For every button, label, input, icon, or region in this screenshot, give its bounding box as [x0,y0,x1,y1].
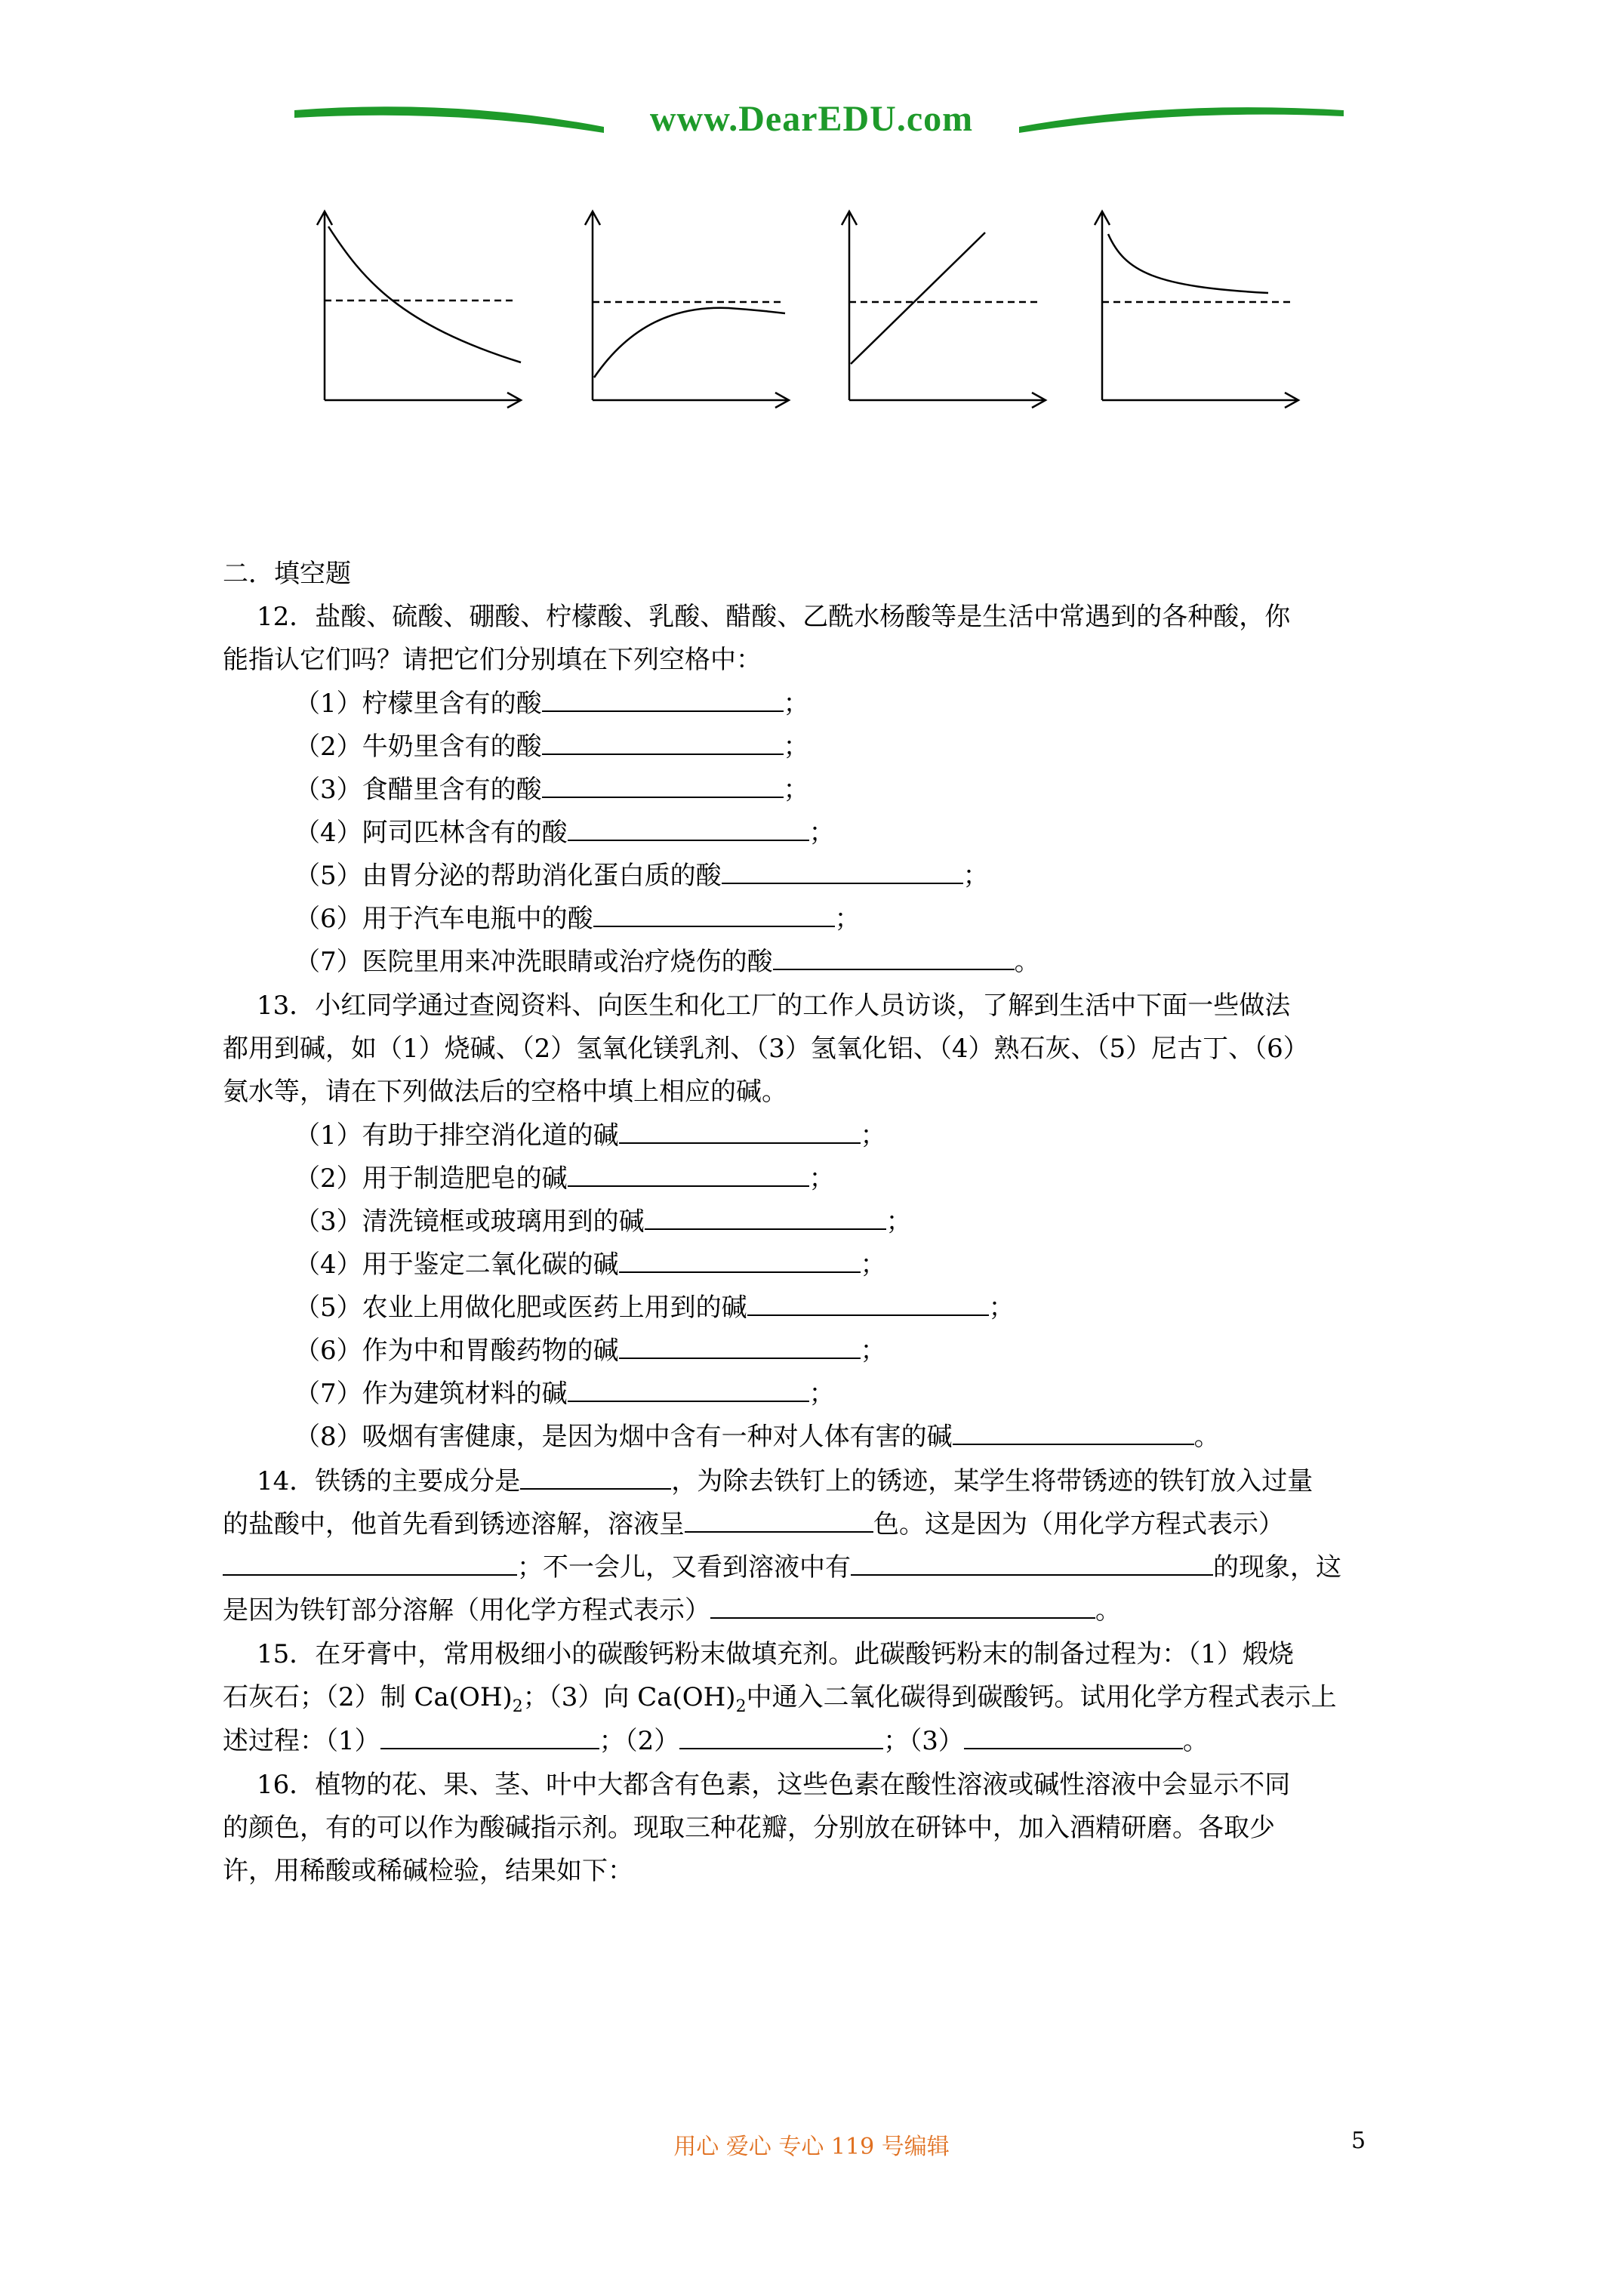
q16-line-1: 16．植物的花、果、茎、叶中大都含有色素，这些色素在酸性溶液或碱性溶液中会显示不同 [257,1770,1291,1800]
graph-figures [287,189,1344,430]
q13-item-4: （4）用于鉴定二氧化碳的碱 ； [294,1250,886,1280]
q13-intro-1: 13．小红同学通过查阅资料、向医生和化工厂的工作人员访谈，了解到生活中下面一些做法 [257,991,1291,1021]
answer-blank[interactable] [747,1292,989,1316]
answer-blank[interactable] [619,1120,861,1144]
answer-blank[interactable] [380,1725,599,1749]
q13-item-3: （3）清洗镜框或玻璃用到的碱 ； [294,1207,912,1237]
q13-item-6: （6）作为中和胃酸药物的碱 ； [294,1336,886,1366]
answer-blank[interactable] [619,1335,861,1359]
q13-intro-3: 氨水等，请在下列做法后的空格中填上相应的碱。 [223,1077,787,1107]
q12-item-2: （2）牛奶里含有的酸 ； [294,732,809,762]
answer-blank[interactable] [722,860,963,884]
q12-item-6: （6）用于汽车电瓶中的酸 ； [294,904,861,934]
q13-item-8: （8）吸烟有害健康，是因为烟中含有一种对人体有害的碱 。 [294,1422,1220,1452]
answer-blank[interactable] [593,903,835,927]
q13-item-5: （5）农业上用做化肥或医药上用到的碱 ； [294,1293,1015,1323]
answer-blank[interactable] [542,774,784,798]
answer-blank[interactable] [542,688,784,712]
q12-item-7: （7）医院里用来冲洗眼睛或治疗烧伤的酸 。 [294,947,1040,977]
answer-blank[interactable] [520,1465,671,1490]
answer-blank[interactable] [619,1249,861,1273]
q12-item-5: （5）由胃分泌的帮助消化蛋白质的酸 ； [294,861,989,891]
graph-c [842,211,1046,408]
answer-blank[interactable] [679,1725,883,1749]
site-logo-text: www.DearEDU.com [649,99,974,139]
q16-line-2: 的颜色，有的可以作为酸碱指示剂。现取三种花瓣，分别放在研钵中，加入酒精研磨。各取少 [223,1813,1275,1843]
answer-blank[interactable] [710,1595,1095,1619]
q13-item-1: （1）有助于排空消化道的碱 ； [294,1120,886,1151]
q16-line-3: 许，用稀酸或稀碱检验，结果如下： [223,1856,633,1886]
answer-blank[interactable] [953,1421,1194,1445]
q13-item-7: （7）作为建筑材料的碱 ； [294,1379,835,1409]
q13-item-2: （2）用于制造肥皂的碱 ； [294,1163,835,1194]
q15-line-1: 15．在牙膏中，常用极细小的碳酸钙粉末做填充剂。此碳酸钙粉末的制备过程为：（1）煅烧 [257,1639,1294,1669]
q15-line-3: 述过程：（1） ；（2） ；（3） 。 [223,1726,1209,1756]
q12-item-1: （1）柠檬里含有的酸 ； [294,689,809,719]
graph-d [1095,211,1298,408]
answer-blank[interactable] [964,1725,1183,1749]
answer-blank[interactable] [645,1206,886,1230]
answer-blank[interactable] [568,1378,809,1402]
page-number: 5 [1351,2128,1366,2154]
answer-blank[interactable] [223,1552,517,1576]
answer-blank[interactable] [542,731,784,755]
q14-line-2: 的盐酸中，他首先看到锈迹溶解，溶液呈 色。这是因为（用化学方程式表示） [223,1509,1284,1539]
q12-intro-1: 12．盐酸、硫酸、硼酸、柠檬酸、乳酸、醋酸、乙酰水杨酸等是生活中常遇到的各种酸，你 [257,602,1291,632]
q12-item-4: （4）阿司匹林含有的酸 ； [294,818,835,848]
q13-intro-2: 都用到碱，如（1）烧碱、（2）氢氧化镁乳剂、（3）氢氧化铝、（4）熟石灰、（5）尼古丁、（6） [223,1034,1309,1064]
q15-line-2: 石灰石；（2）制 $Ca(OH)_2$；（3）向 $Ca(OH)_2$中通入二氧化碳得到碳酸钙。试用化学方程式表示上 [223,1682,1337,1716]
q12-intro-2: 能指认它们吗？请把它们分别填在下列空格中： [223,645,762,675]
graph-set [287,189,1344,430]
answer-blank[interactable] [685,1509,873,1533]
answer-blank[interactable] [568,1163,809,1187]
answer-blank[interactable] [568,817,809,841]
header-banner [0,83,1623,166]
footer-text: 用心 爱心 专心 119 号编辑 [673,2134,950,2160]
section-title: 二．填空题 [223,559,351,589]
q14-line-1: 14．铁锈的主要成分是 ，为除去铁钉上的锈迹，某学生将带锈迹的铁钉放入过量 [257,1466,1313,1496]
q14-line-4: 是因为铁钉部分溶解（用化学方程式表示） 。 [223,1595,1121,1626]
answer-blank[interactable] [851,1552,1213,1576]
graph-a [317,211,521,408]
graph-b [585,211,789,408]
q14-line-3: ；不一会儿，又看到溶液中有 的现象，这 [0,1552,1623,1583]
q12-item-3: （3）食醋里含有的酸 ； [294,775,809,805]
answer-blank[interactable] [773,946,1015,970]
